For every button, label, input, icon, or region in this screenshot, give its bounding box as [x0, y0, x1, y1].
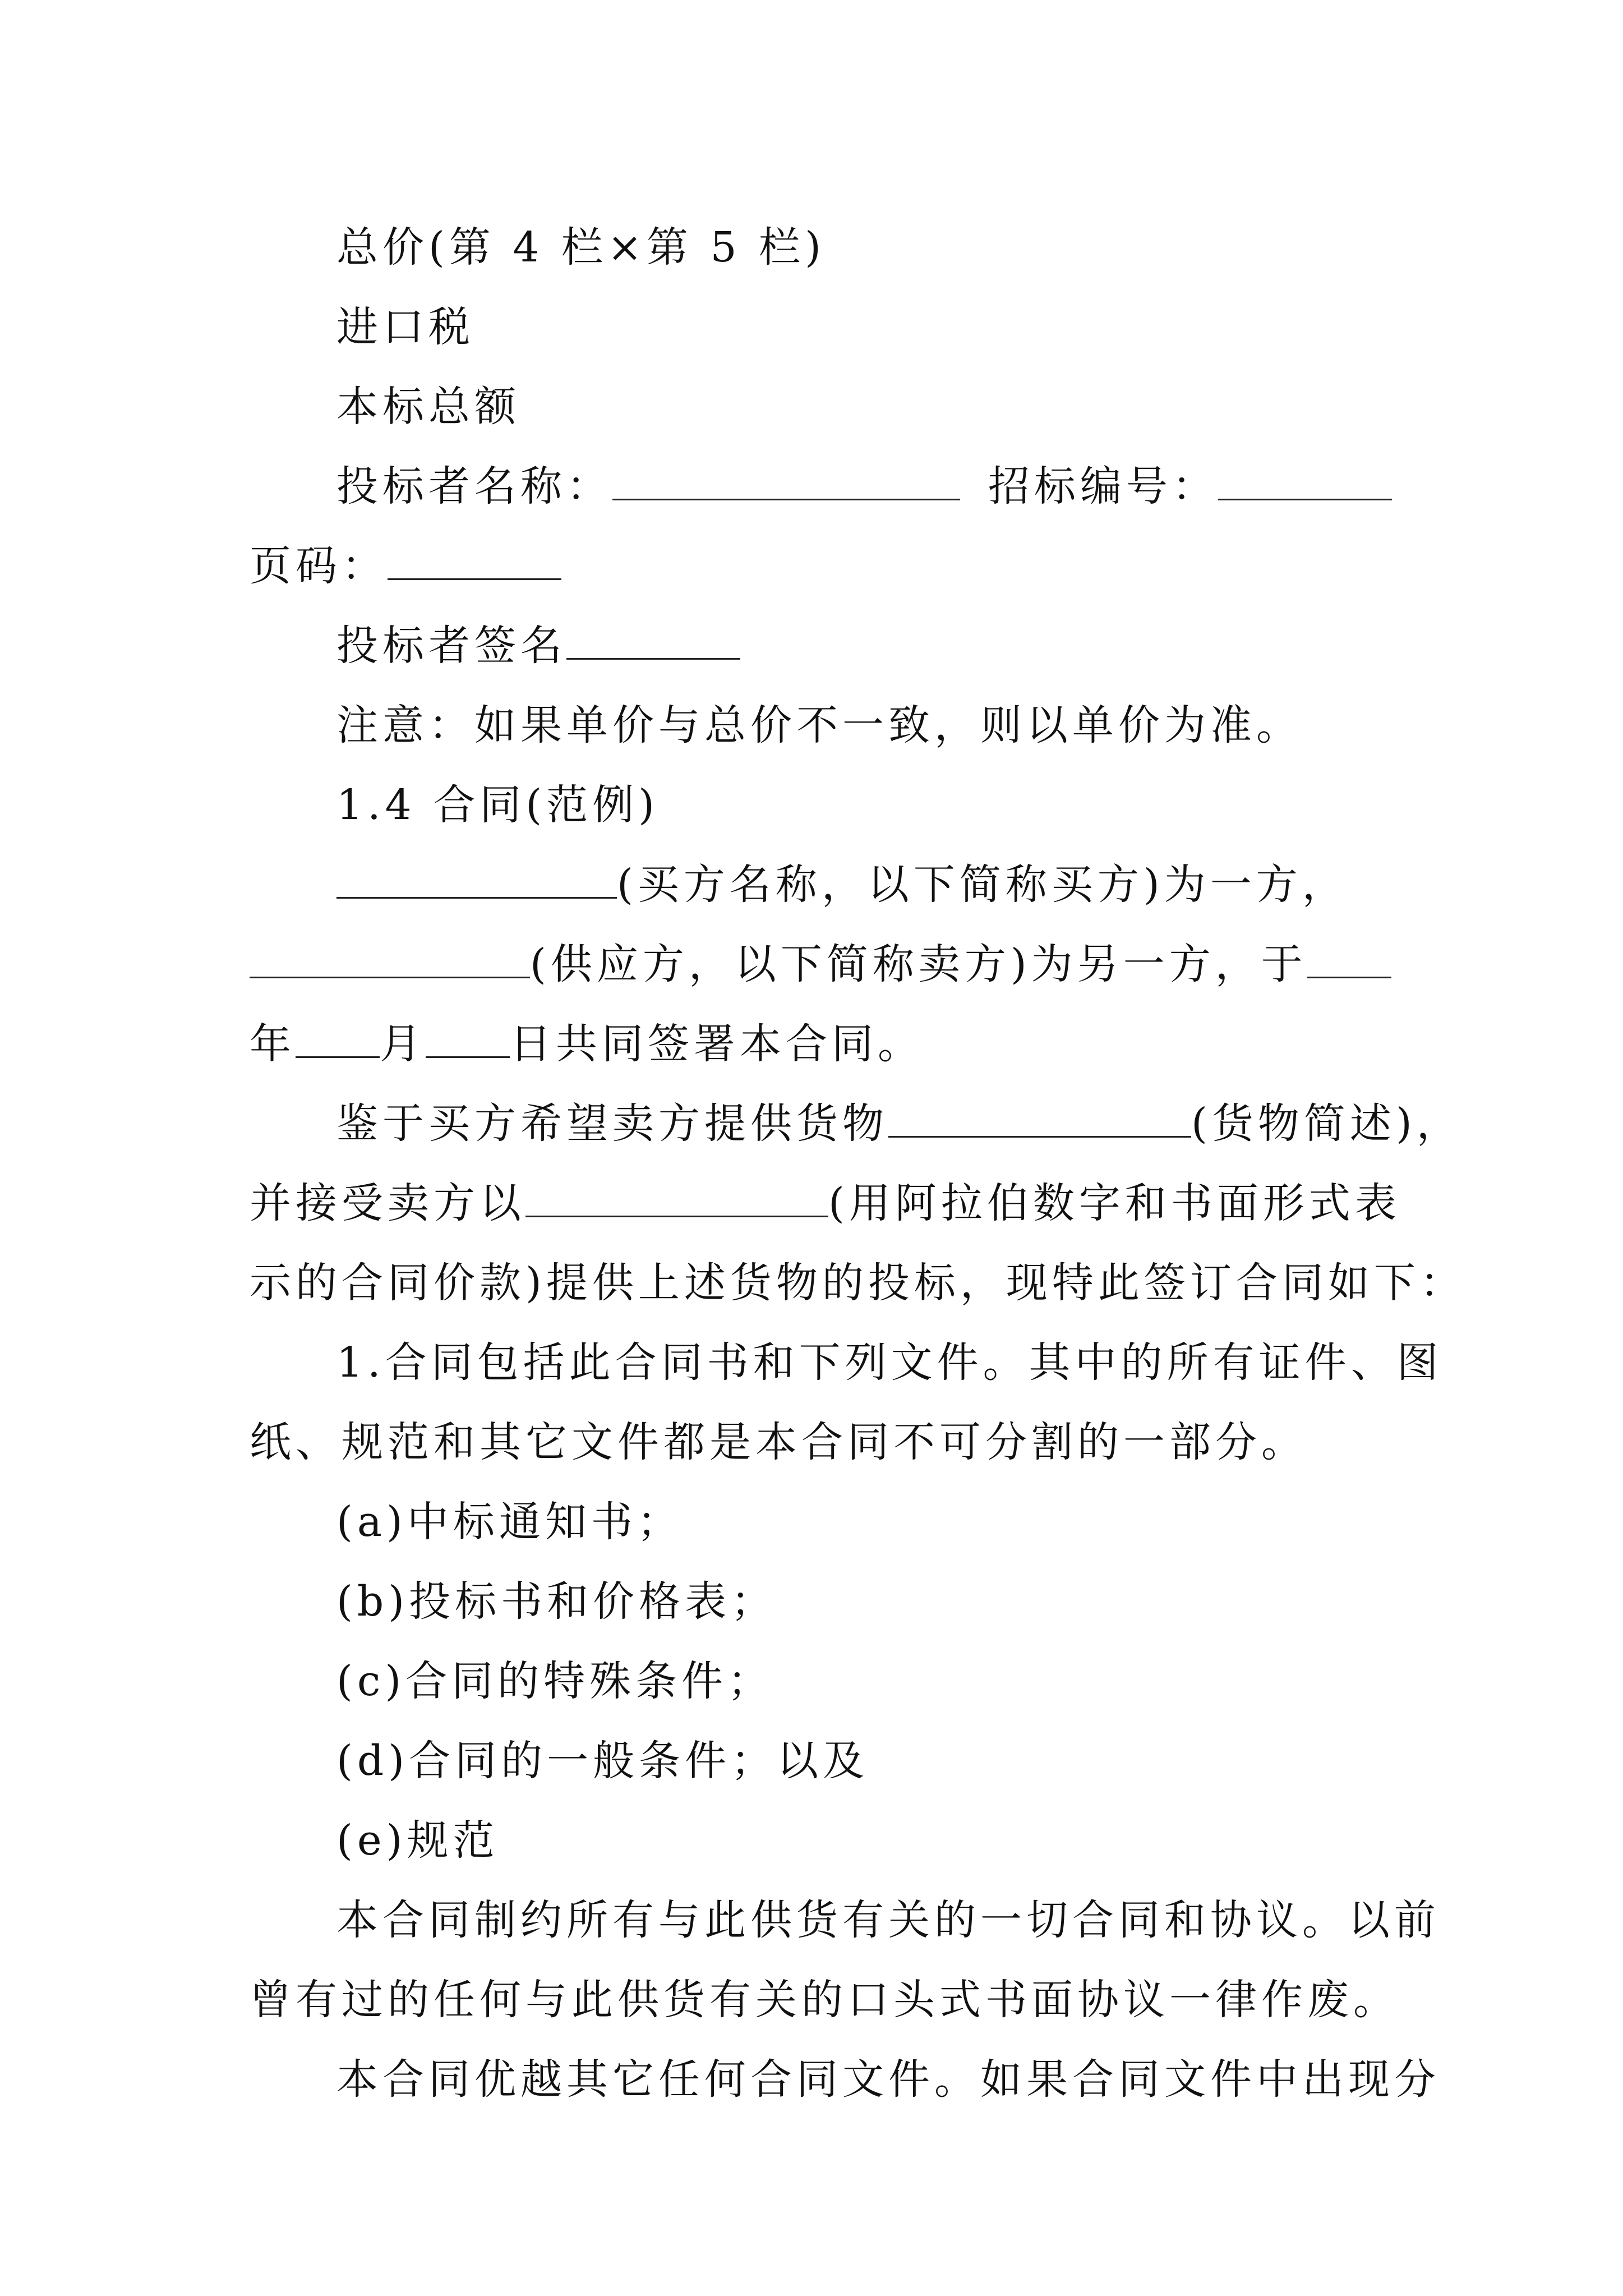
page-number-blank: [388, 541, 561, 580]
list-item-b: (b)投标书和价格表；: [336, 1577, 777, 1626]
seller-name-blank: [250, 940, 530, 978]
tender-number-blank: [1218, 462, 1392, 500]
year-label: 年: [250, 1020, 296, 1068]
buyer-name-blank: [336, 860, 617, 899]
month-blank: [296, 1019, 380, 1058]
bidder-signature-label: 投标者签名: [336, 622, 566, 670]
seller-party-text: (供应方，以下简称卖方)为另一方，于: [530, 940, 1307, 988]
bidder-name-line: [250, 447, 1377, 526]
signing-date-line: [250, 1004, 1377, 1084]
note-line: 注意：如果单价与总价不一致，则以单价为准。: [336, 701, 1302, 749]
paragraph-governing-line-2: 曾有过的任何与此供货有关的口头式书面协议一律作废。: [250, 1976, 1399, 2024]
list-item-a: (a)中标通知书；: [336, 1498, 683, 1546]
bid-total-line: 本标总额: [336, 383, 520, 431]
list-item-d: (d)合同的一般条件；以及: [336, 1737, 869, 1785]
bidder-name-blank: [612, 462, 960, 500]
section-heading: 1.4 合同(范例): [336, 781, 659, 829]
contract-price-line: [250, 1163, 1401, 1243]
list-item-c: (c)合同的特殊条件；: [336, 1657, 774, 1705]
document-body: [250, 208, 1466, 2119]
contract-price-blank: [525, 1179, 828, 1217]
goods-description-blank: [888, 1099, 1191, 1138]
paragraph-governing-line-1: 本合同制约所有与此供货有关的一切合同和协议。以前: [336, 1896, 1440, 1944]
bidder-signature-line: [250, 606, 1377, 685]
accept-text: 并接受卖方以: [250, 1179, 525, 1227]
bidder-signature-blank: [566, 621, 740, 660]
buyer-party-text: (买方名称，以下简称买方)为一方，: [617, 861, 1348, 909]
seller-party-line: [250, 924, 1377, 1004]
day-label: 日共同签署本合同。: [510, 1020, 924, 1068]
contract-price-text: (用阿拉伯数字和书面形式表: [828, 1179, 1401, 1227]
contract-intro-line: 示的合同价款)提供上述货物的投标，现特此签订合同如下：: [250, 1259, 1466, 1307]
buyer-party-line: [250, 845, 1377, 924]
import-tax-line: 进口税: [336, 303, 474, 351]
bidder-name-label: 投标者名称：: [336, 462, 612, 510]
clause-1-line-2: 纸、规范和其它文件都是本合同不可分割的一部分。: [250, 1418, 1307, 1466]
total-price-line: 总价(第 4 栏×第 5 栏): [336, 223, 826, 272]
month-label: 月: [380, 1020, 426, 1068]
goods-text: 鉴于买方希望卖方提供货物: [336, 1099, 888, 1148]
tender-number-label: 招标编号：: [988, 462, 1218, 510]
goods-line: [250, 1084, 1463, 1163]
year-blank: [1307, 940, 1391, 978]
paragraph-precedence-line: 本合同优越其它任何合同文件。如果合同文件中出现分: [336, 2055, 1440, 2104]
goods-description-text: (货物简述)，: [1191, 1099, 1463, 1148]
day-blank: [426, 1019, 510, 1058]
page-number-line: [250, 526, 1377, 606]
clause-1-line-1: 1.合同包括此合同书和下列文件。其中的所有证件、图: [336, 1338, 1443, 1387]
page-number-label: 页码：: [250, 542, 388, 590]
list-item-e: (e)规范: [336, 1816, 499, 1865]
